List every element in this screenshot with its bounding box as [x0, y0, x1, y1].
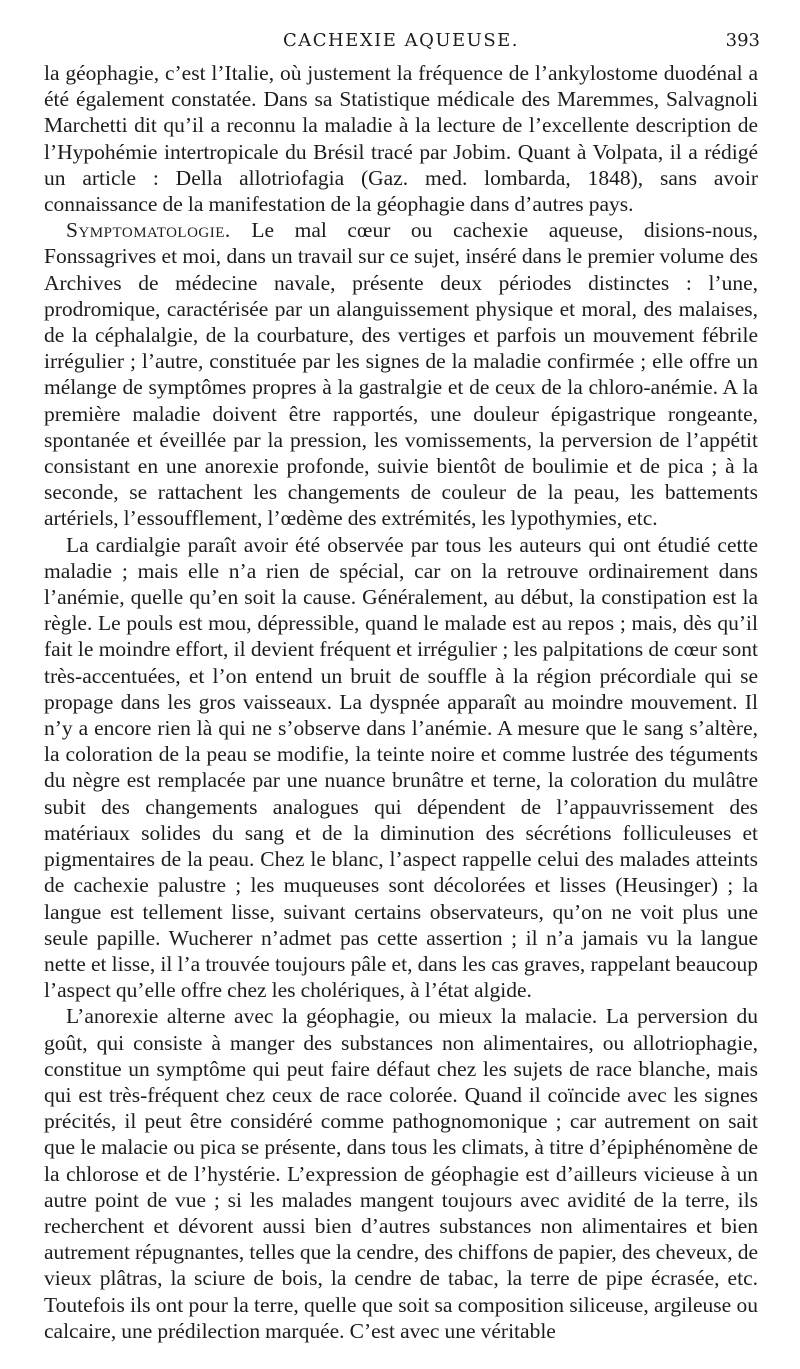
- body-text: [44, 60, 758, 1344]
- paragraph-3: La cardialgie paraît avoir été observée par tous les auteurs qui ont étudié cette maladie ; mais elle n’a rien de spécial, car on la retrouve ordinairement dans l’anémie, quelle qu’en soit la cause. Généralement, au début, la constipation est la règle. Le pouls est mou, dépressible, quand le malade est au repos ; mais, dès qu’il fait le moindre effort, il devient fréquent et irrégulier ; les palpitations de cœur sont très-accentuées, et l’on entend un bruit de souffle à la région précordiale qui se propage dans les gros vaisseaux. La dyspnée apparaît au moindre mouvement. Il n’y a encore rien là qui ne s’observe dans l’anémie. A mesure que le sang s’altère, la coloration de la peau se modifie, la teinte noire et comme lustrée des téguments du nègre est remplacée par une nuance brunâtre et terne, la coloration du mulâtre subit des changements analogues qui dépendent de l’appauvrissement des matériaux solides du sang et de la diminution des sécrétions folliculeuses et pigmentaires de la peau. Chez le blanc, l’aspect rappelle celui des malades atteints de cachexie palustre ; les muqueuses sont décolorées et lisses (Heusinger) ; la langue est tellement lisse, suivant certains observateurs, qu’on ne voit plus une seule papille. Wucherer n’admet pas cette assertion ; il n’a jamais vu la langue nette et lisse, il l’a trouvée toujours pâle et, dans les cas graves, rappelant beaucoup l’aspect qu’elle offre chez les cholériques, à l’état algide.: [44, 532, 758, 1003]
- running-head: CACHEXIE AQUEUSE.: [282, 30, 520, 51]
- paragraph-2: [44, 217, 758, 531]
- page-number: 393: [725, 30, 760, 51]
- book-page: [44, 26, 758, 1344]
- paragraph-4: L’anorexie alterne avec la géophagie, ou mieux la malacie. La perversion du goût, qui consiste à manger des substances non alimentaires, ou allotriophagie, constitue un symptôme qui peut faire défaut chez les sujets de race blanche, mais qui est très-fréquent chez ceux de race colorée. Quand il coïncide avec les signes précités, il peut être considéré comme pathognomonique ; car autrement on sait que le malacie ou pica se présente, dans tous les climats, à titre d’épiphénomène de la chlorose et de l’hystérie. L’expression de géophagie est d’ailleurs vicieuse à un autre point de vue ; si les malades mangent toujours avec avidité de la terre, ils recherchent et dévorent aussi bien d’autres substances non alimentaires et bien autrement répugnantes, telles que la cendre, des chiffons de papier, des cheveux, de vieux plâtras, la sciure de bois, la cendre de tabac, la terre de pipe écrasée, etc. Toutefois ils ont pour la terre, quelle que soit sa composition siliceuse, argileuse ou calcaire, une prédilection marquée. C’est avec une véritable: [44, 1004, 758, 1343]
- paragraph-1: la géophagie, c’est l’Italie, où justement la fréquence de l’ankylostome duodénal a été également constatée. Dans sa Statistique médicale des Maremmes, Salvagnoli Marchetti dit qu’il a reconnu la maladie à la lecture de l’excellente description de l’Hypohémie intertropicale du Brésil tracé par Jobim. Quant à Volpata, il a rédigé un article : Della allotriofagia (Gaz. med. lombarda, 1848), sans avoir connaissance de la manifestation de la géophagie dans d’autres pays.: [44, 61, 758, 217]
- section-heading: Symptomatologie.: [66, 218, 231, 243]
- page-header: [44, 26, 758, 60]
- paragraph-2-text: Le mal cœur ou cachexie aqueuse, disions-nous, Fonssagrives et moi, dans un travail sur ce sujet, inséré dans le premier volume des Archives de médecine navale, présente deux périodes distinctes : l’une, prodromique, caractérisée par un alanguissement physique et moral, des malaises, de la céphalalgie, de la courbature, des vertiges et parfois un mouvement fébrile irrégulier ; l’autre, constituée par les signes de la maladie confirmée ; elle offre un mélange de symptômes propres à la gastralgie et de ceux de la chloro-anémie. A la première maladie doivent être rapportés, une douleur épigastrique rongeante, spontanée et éveillée par la pression, les vomissements, la perversion de l’appétit consistant en une anorexie profonde, suivie bientôt de boulimie et de pica ; à la seconde, se rattachent les changements de couleur de la peau, les battements artériels, l’essoufflement, l’œdème des extrémités, les lypothymies, etc.: [44, 218, 758, 531]
